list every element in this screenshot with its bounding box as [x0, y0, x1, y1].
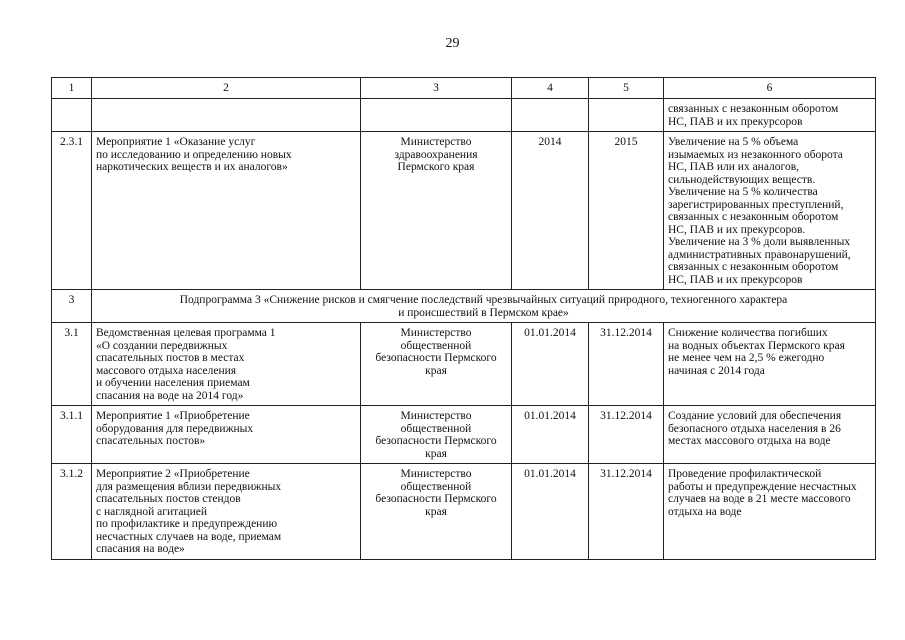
- column-header: 1: [52, 78, 92, 99]
- measure-name: Мероприятие 1 «Оказание услуг по исследованию и определению новых наркотических веществ и их аналогов»: [92, 132, 361, 290]
- column-header-row: [52, 78, 876, 99]
- start-date: [512, 99, 589, 132]
- executor: Министерство здравоохранения Пермского края: [361, 132, 512, 290]
- executor: Министерство общественной безопасности Пермского края: [361, 406, 512, 464]
- table-row: [52, 132, 876, 290]
- start-date: 01.01.2014: [512, 323, 589, 406]
- start-date: 01.01.2014: [512, 406, 589, 464]
- page-number: 29: [445, 36, 460, 51]
- measure-name: Ведомственная целевая программа 1 «О создании передвижных спасательных постов в местах массового отдыха населения и обучении населения приемам спасания на воде на 2014 год»: [92, 323, 361, 406]
- measure-name: [92, 99, 361, 132]
- measure-name: Мероприятие 1 «Приобретение оборудования для передвижных спасательных постов»: [92, 406, 361, 464]
- end-date: [589, 99, 664, 132]
- start-date: 01.01.2014: [512, 464, 589, 560]
- expected-result: Увеличение на 5 % объема изымаемых из незаконного оборота НС, ПАВ или их аналогов, сильнодействующих веществ. Увеличение на 5 % количества зарегистрированных преступлений, связанных с незаконным оборотом НС, ПАВ и их прекурсоров. Увеличение на 3 % доли выявленных административных правонарушений, связанных с незаконным оборотом НС, ПАВ и их прекурсоров: [664, 132, 876, 290]
- expected-result: связанных с незаконным оборотом НС, ПАВ и их прекурсоров: [664, 99, 876, 132]
- expected-result: Проведение профилактической работы и предупреждение несчастных случаев на воде в 21 месте массового отдыха на воде: [664, 464, 876, 560]
- row-number: 3.1.1: [52, 406, 92, 464]
- subprogram-row: [52, 290, 876, 323]
- end-date: 2015: [589, 132, 664, 290]
- table-row: [52, 406, 876, 464]
- row-number: 3: [52, 290, 92, 323]
- column-header: 3: [361, 78, 512, 99]
- program-table: [51, 77, 876, 560]
- table-row: [52, 464, 876, 560]
- expected-result: Снижение количества погибших на водных объектах Пермского края не менее чем на 2,5 % ежегодно начиная с 2014 года: [664, 323, 876, 406]
- subprogram-title: Подпрограмма 3 «Снижение рисков и смягчение последствий чрезвычайных ситуаций природного, техногенного характера и происшествий в Пермском крае»: [92, 290, 876, 323]
- start-date: 2014: [512, 132, 589, 290]
- row-number: [52, 99, 92, 132]
- table-row: [52, 99, 876, 132]
- column-header: 5: [589, 78, 664, 99]
- executor: Министерство общественной безопасности Пермского края: [361, 464, 512, 560]
- column-header: 4: [512, 78, 589, 99]
- executor: [361, 99, 512, 132]
- row-number: 2.3.1: [52, 132, 92, 290]
- end-date: 31.12.2014: [589, 323, 664, 406]
- row-number: 3.1.2: [52, 464, 92, 560]
- column-header: 6: [664, 78, 876, 99]
- end-date: 31.12.2014: [589, 464, 664, 560]
- executor: Министерство общественной безопасности Пермского края: [361, 323, 512, 406]
- column-header: 2: [92, 78, 361, 99]
- measure-name: Мероприятие 2 «Приобретение для размещения вблизи передвижных спасательных постов стендов с наглядной агитацией по профилактике и предупреждению несчастных случаев на воде, приемам спасания на воде»: [92, 464, 361, 560]
- row-number: 3.1: [52, 323, 92, 406]
- expected-result: Создание условий для обеспечения безопасного отдыха населения в 26 местах массового отдыха на воде: [664, 406, 876, 464]
- table-row: [52, 323, 876, 406]
- end-date: 31.12.2014: [589, 406, 664, 464]
